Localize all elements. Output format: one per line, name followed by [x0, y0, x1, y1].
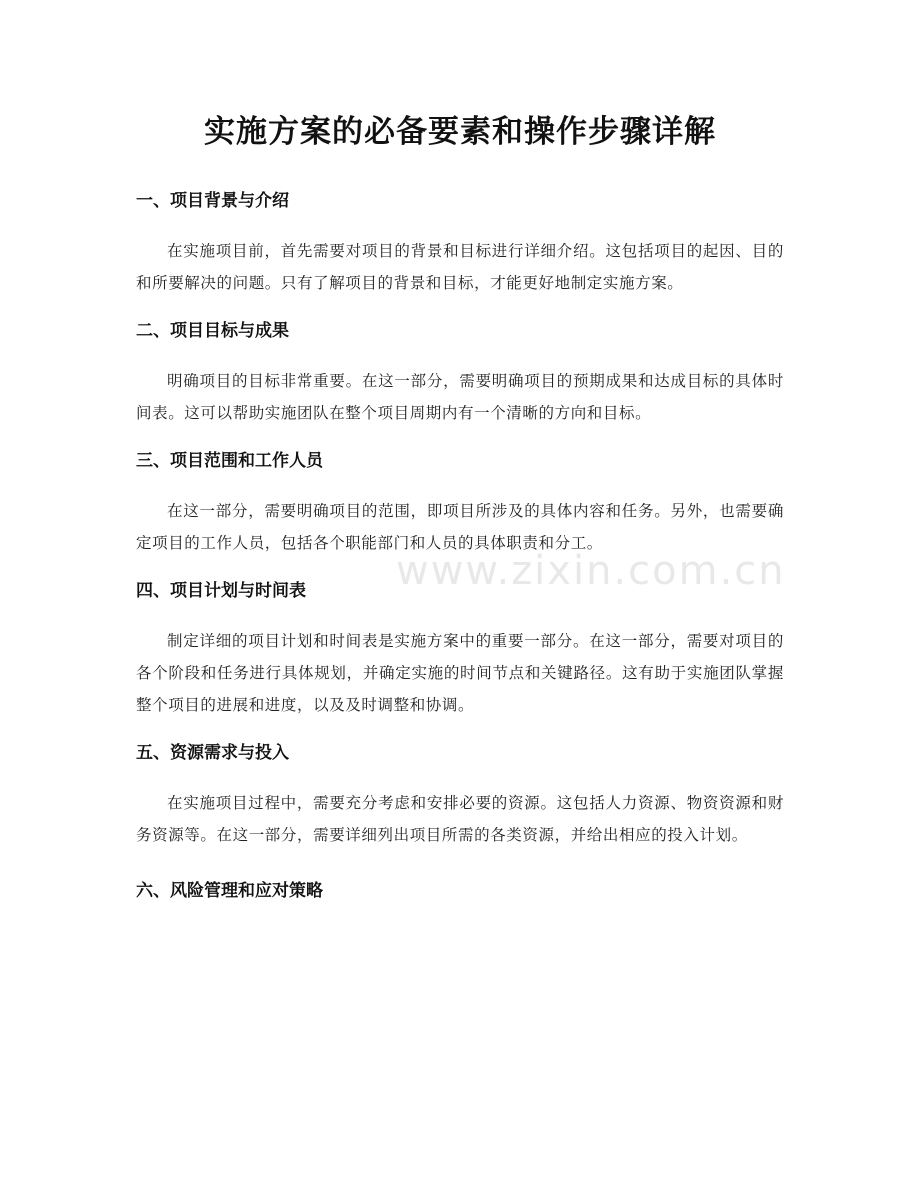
section-heading-6: 六、风险管理和应对策略 — [136, 881, 323, 901]
section-paragraph-5: 在实施项目过程中，需要充分考虑和安排必要的资源。这包括人力资源、物资资源和财务资源等。在这一部分，需要详细列出项目所需的各类资源，并给出相应的投入计划。 — [136, 794, 784, 844]
section-heading-5: 五、资源需求与投入 — [136, 743, 289, 763]
section-paragraph-1: 在实施项目前，首先需要对项目的背景和目标进行详细介绍。这包括项目的起因、目的和所要解决的问题。只有了解项目的背景和目标，才能更好地制定实施方案。 — [136, 242, 784, 292]
section-heading-4: 四、项目计划与时间表 — [136, 581, 306, 601]
section-paragraph-2: 明确项目的目标非常重要。在这一部分，需要明确项目的预期成果和达成目标的具体时间表。这可以帮助实施团队在整个项目周期内有一个清晰的方向和目标。 — [136, 372, 784, 422]
section-paragraph-4: 制定详细的项目计划和时间表是实施方案中的重要一部分。在这一部分，需要对项目的各个阶段和任务进行具体规划，并确定实施的时间节点和关键路径。这有助于实施团队掌握整个项目的进展和进度，以及及时调整和协调。 — [136, 632, 784, 714]
watermark: www.zixin.com.cn — [396, 548, 786, 594]
section-paragraph-3: 在这一部分，需要明确项目的范围，即项目所涉及的具体内容和任务。另外，也需要确定项目的工作人员，包括各个职能部门和人员的具体职责和分工。 — [136, 502, 784, 552]
page-title: 实施方案的必备要素和操作步骤详解 — [204, 114, 716, 150]
section-heading-3: 三、项目范围和工作人员 — [136, 451, 323, 471]
section-heading-2: 二、项目目标与成果 — [136, 321, 289, 341]
section-heading-1: 一、项目背景与介绍 — [136, 191, 289, 211]
